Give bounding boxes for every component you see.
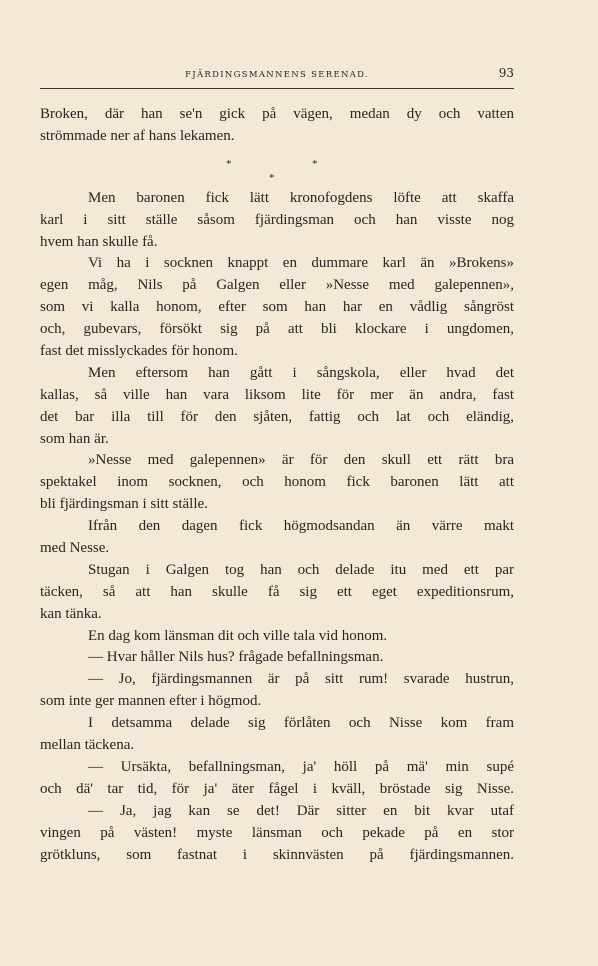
asterisk: * xyxy=(226,157,232,170)
header-rule xyxy=(40,88,514,89)
paragraph xyxy=(40,253,514,362)
text-line: kallas, så ville han vara liksom lite för mer än andra, fast xyxy=(40,386,514,403)
text-line: mellan täckena. xyxy=(40,737,135,754)
paragraph xyxy=(40,713,514,757)
paragraph xyxy=(40,801,514,867)
asterisk: * xyxy=(269,171,275,184)
text-line: Men eftersom han gått i sångskola, eller hvad det xyxy=(88,364,514,381)
text-line: Vi ha i socknen knappt en dummare karl än »Brokens» xyxy=(88,255,514,272)
text-line: Stugan i Galgen tog han och delade itu med ett par xyxy=(88,561,514,578)
text-line: med Nesse. xyxy=(40,540,110,557)
text-line: bli fjärdingsman i sitt ställe. xyxy=(40,496,208,513)
running-title: FJÄRDINGSMANNENS SERENAD. xyxy=(185,70,369,80)
text-line: Men baronen fick lätt kronofogdens löfte att skaffa xyxy=(88,189,514,206)
paragraph xyxy=(40,757,514,801)
text-line: som inte ger mannen efter i högmod. xyxy=(40,693,262,710)
text-line: — Hvar håller Nils hus? frågade befallningsman. xyxy=(88,649,384,666)
paragraph xyxy=(40,188,514,254)
text-line: En dag kom länsman dit och ville tala vid honom. xyxy=(88,627,388,644)
paragraph xyxy=(40,669,514,713)
text-line: Broken, där han se'n gick på vägen, medan dy och vatten xyxy=(40,106,514,122)
paragraph xyxy=(40,560,514,626)
text-line: kan tänka. xyxy=(40,605,102,622)
text-line: det bar illa till för den sjåten, fattig och lat och eländig, xyxy=(40,408,514,425)
text-line: täcken, så att han skulle få sig ett eget expeditionsrum, xyxy=(40,583,514,600)
text-line: — Jo, fjärdingsmannen är på sitt rum! svarade hustrun, xyxy=(88,671,514,688)
paragraph xyxy=(40,450,514,516)
text-line: egen måg, Nils på Galgen eller »Nesse med galepennen», xyxy=(40,277,514,294)
text-line: »Nesse med galepennen» är för den skull ett rätt bra xyxy=(88,452,514,469)
page-header xyxy=(40,66,514,90)
paragraph xyxy=(40,626,514,648)
text-line: — Ursäkta, befallningsman, ja' höll på mä' min supé xyxy=(88,758,514,775)
text-line: som vi kalla honom, efter som han har en vådlig sångröst xyxy=(40,299,514,316)
text-line: som han är. xyxy=(40,430,109,447)
text-line: vingen på västen! myste länsman och pekade på en stor xyxy=(40,824,514,841)
text-line: — Ja, jag kan se det! Där sitter en bit kvar utaf xyxy=(88,802,514,819)
asterisk: * xyxy=(312,157,318,170)
text-line: och, gubevars, försökt sig på att bli klockare i ungdomen, xyxy=(40,321,514,338)
section-break xyxy=(40,148,514,188)
paragraph xyxy=(40,647,514,669)
body-text xyxy=(40,104,514,866)
text-line: I detsamma delade sig förlåten och Nisse kom fram xyxy=(88,715,514,732)
text-line: och dä' tar tid, för ja' äter fågel i kväll, bröstade sig Nisse. xyxy=(40,780,514,797)
text-line: fast det misslyckades för honom. xyxy=(40,343,238,360)
text-line: Ifrån den dagen fick högmodsandan än värre makt xyxy=(88,518,514,535)
page-number: 93 xyxy=(498,66,514,80)
text-line: spektakel inom socknen, och honom fick baronen lätt att xyxy=(40,474,514,491)
text-line: hvem han skulle få. xyxy=(40,233,158,250)
paragraph xyxy=(40,104,514,148)
text-line: karl i sitt ställe såsom fjärdingsman och han visste nog xyxy=(40,211,514,228)
text-line: grötkluns, som fastnat i skinnvästen på fjärdingsmannen. xyxy=(40,846,514,863)
paragraph xyxy=(40,516,514,560)
text-line: strömmade ner af hans lekamen. xyxy=(40,127,235,144)
paragraph xyxy=(40,363,514,451)
